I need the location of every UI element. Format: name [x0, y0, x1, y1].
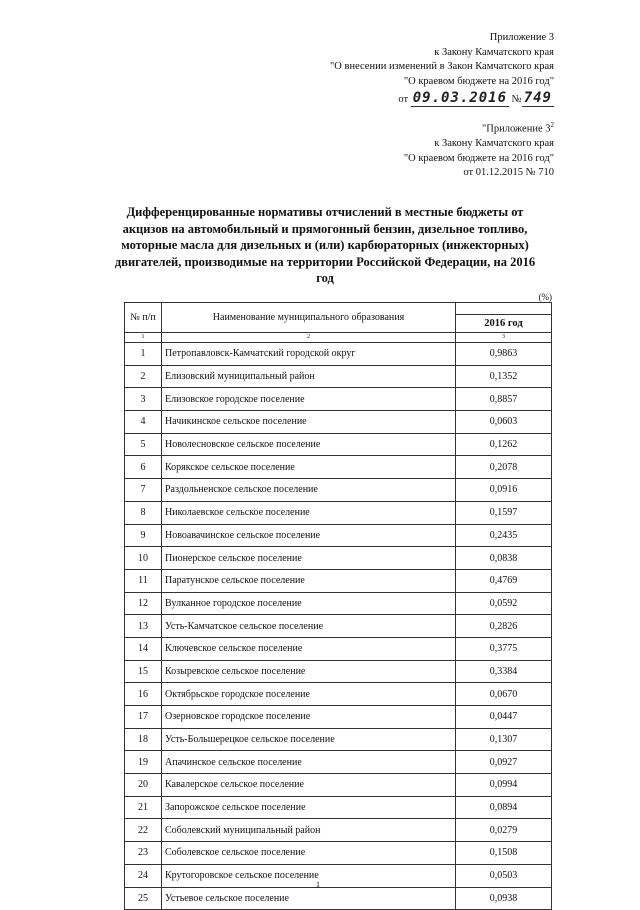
- number-prefix: №: [511, 94, 522, 105]
- orig-line-1-sup: 2: [550, 121, 554, 129]
- year-label: 2016 год: [484, 318, 523, 329]
- table-row: [125, 796, 552, 819]
- row-municipality-name: Петропавловск-Камчатский городской округ: [162, 343, 456, 366]
- row-number: 5: [125, 433, 162, 456]
- table-row: [125, 887, 552, 910]
- date-prefix: от: [398, 94, 409, 105]
- row-municipality-name: Козыревское сельское поселение: [162, 660, 456, 683]
- table-row: [125, 842, 552, 865]
- row-number: 14: [125, 637, 162, 660]
- row-value: 0,0838: [456, 547, 552, 570]
- row-municipality-name: Озерновское городское поселение: [162, 706, 456, 729]
- row-municipality-name: Усть-Камчатское сельское поселение: [162, 615, 456, 638]
- index-2: 2: [162, 333, 456, 343]
- unit-label: (%): [538, 292, 552, 302]
- row-number: 9: [125, 524, 162, 547]
- row-value: 0,2078: [456, 456, 552, 479]
- orig-line-2: к Закону Камчатского края: [434, 138, 554, 149]
- row-number: 23: [125, 842, 162, 865]
- row-value: 0,1508: [456, 842, 552, 865]
- row-number: 8: [125, 501, 162, 524]
- table-row: [125, 433, 552, 456]
- row-number: 12: [125, 592, 162, 615]
- row-value: 0,8857: [456, 388, 552, 411]
- row-municipality-name: Вулканное городское поселение: [162, 592, 456, 615]
- table-row: [125, 456, 552, 479]
- row-municipality-name: Елизовское городское поселение: [162, 388, 456, 411]
- table-row: [125, 819, 552, 842]
- row-value: 0,0938: [456, 887, 552, 910]
- row-value: 0,9863: [456, 343, 552, 366]
- row-municipality-name: Начикинское сельское поселение: [162, 411, 456, 434]
- annex-line-4: "О краевом бюджете на 2016 год": [403, 75, 554, 87]
- row-number: 16: [125, 683, 162, 706]
- row-municipality-name: Крутогоровское сельское поселение: [162, 864, 456, 887]
- row-municipality-name: Соболевское сельское поселение: [162, 842, 456, 865]
- page-number: 1: [316, 880, 320, 889]
- row-value: 0,1352: [456, 365, 552, 388]
- row-municipality-name: Елизовский муниципальный район: [162, 365, 456, 388]
- table-row: [125, 751, 552, 774]
- annex-line-2: к Закону Камчатского края: [434, 46, 554, 58]
- handwritten-date: 09.03.2016: [412, 90, 508, 106]
- row-number: 13: [125, 615, 162, 638]
- index-1: 1: [125, 333, 162, 343]
- row-municipality-name: Новолесновское сельское поселение: [162, 433, 456, 456]
- row-number: 25: [125, 887, 162, 910]
- table-row: [125, 343, 552, 366]
- row-number: 15: [125, 660, 162, 683]
- row-municipality-name: Запорожское сельское поселение: [162, 796, 456, 819]
- row-number: 17: [125, 706, 162, 729]
- annex-date-line: [330, 91, 554, 108]
- row-value: 0,0894: [456, 796, 552, 819]
- orig-line-3: "О краевом бюджете на 2016 год": [403, 152, 554, 164]
- row-municipality-name: Кавалерское сельское поселение: [162, 774, 456, 797]
- row-value: 0,4769: [456, 569, 552, 592]
- table-row: [125, 569, 552, 592]
- table-row: [125, 660, 552, 683]
- index-3: 3: [456, 333, 552, 343]
- row-value: 0,2435: [456, 524, 552, 547]
- table-row: [125, 524, 552, 547]
- handwritten-number: 749: [523, 90, 552, 106]
- table-row: [125, 547, 552, 570]
- orig-line-1: [404, 118, 554, 137]
- table-row: [125, 615, 552, 638]
- row-municipality-name: Новоавачинское сельское поселение: [162, 524, 456, 547]
- row-value: 0,1262: [456, 433, 552, 456]
- row-municipality-name: Октябрьское городское поселение: [162, 683, 456, 706]
- orig-line-1-text: "Приложение 3: [481, 123, 551, 135]
- row-municipality-name: Пионерское сельское поселение: [162, 547, 456, 570]
- col-header-name: Наименование муниципального образования: [162, 303, 456, 333]
- col-header-number: № п/п: [125, 303, 162, 333]
- row-number: 7: [125, 479, 162, 502]
- table-row: [125, 728, 552, 751]
- row-number: 22: [125, 819, 162, 842]
- row-value: 0,0927: [456, 751, 552, 774]
- annex-line-3: "О внесении изменений в Закон Камчатского края: [330, 61, 554, 72]
- original-annex-header: [404, 118, 554, 181]
- annex-header: [330, 31, 554, 108]
- header-divider: [456, 314, 551, 315]
- row-value: 0,0447: [456, 706, 552, 729]
- orig-line-4: от 01.12.2015 № 710: [463, 167, 554, 178]
- row-number: 1: [125, 343, 162, 366]
- row-number: 20: [125, 774, 162, 797]
- row-municipality-name: Ключевское сельское поселение: [162, 637, 456, 660]
- row-value: 0,0279: [456, 819, 552, 842]
- table-row: [125, 365, 552, 388]
- table-body: [125, 343, 552, 910]
- table-row: [125, 501, 552, 524]
- norms-table: [124, 302, 552, 910]
- row-number: 6: [125, 456, 162, 479]
- row-value: 0,1307: [456, 728, 552, 751]
- row-number: 3: [125, 388, 162, 411]
- row-value: 0,0916: [456, 479, 552, 502]
- row-municipality-name: Соболевский муниципальный район: [162, 819, 456, 842]
- row-municipality-name: Раздольненское сельское поселение: [162, 479, 456, 502]
- row-municipality-name: Апачинское сельское поселение: [162, 751, 456, 774]
- table-header-row: [125, 303, 552, 333]
- row-number: 11: [125, 569, 162, 592]
- row-municipality-name: Усть-Большерецкое сельское поселение: [162, 728, 456, 751]
- annex-line-1: Приложение 3: [489, 32, 554, 43]
- row-number: 18: [125, 728, 162, 751]
- row-value: 0,0603: [456, 411, 552, 434]
- row-number: 21: [125, 796, 162, 819]
- row-number: 10: [125, 547, 162, 570]
- row-municipality-name: Корякское сельское поселение: [162, 456, 456, 479]
- table-row: [125, 706, 552, 729]
- table-row: [125, 774, 552, 797]
- table-row: [125, 864, 552, 887]
- row-value: 0,3775: [456, 637, 552, 660]
- table-row: [125, 388, 552, 411]
- row-number: 2: [125, 365, 162, 388]
- row-municipality-name: Николаевское сельское поселение: [162, 501, 456, 524]
- table-row: [125, 411, 552, 434]
- table-index-row: [125, 333, 552, 343]
- table-row: [125, 479, 552, 502]
- row-value: 0,3384: [456, 660, 552, 683]
- row-value: 0,1597: [456, 501, 552, 524]
- row-number: 24: [125, 864, 162, 887]
- row-value: 0,0994: [456, 774, 552, 797]
- table-row: [125, 683, 552, 706]
- document-title: Дифференцированные нормативы отчислений в местные бюджеты от акцизов на автомобильный и прямогонный бензин, дизельное топливо, моторные масла для дизельных и (или) карбюраторных (инжекторных) двигателей, производимые на территории Российской Федерации, на 2016 год: [114, 205, 536, 285]
- row-number: 19: [125, 751, 162, 774]
- row-municipality-name: Устьевое сельское поселение: [162, 887, 456, 910]
- col-header-year: [456, 303, 552, 333]
- row-number: 4: [125, 411, 162, 434]
- row-value: 0,0503: [456, 864, 552, 887]
- row-value: 0,0670: [456, 683, 552, 706]
- row-value: 0,0592: [456, 592, 552, 615]
- table-row: [125, 592, 552, 615]
- row-value: 0,2826: [456, 615, 552, 638]
- table-row: [125, 637, 552, 660]
- row-municipality-name: Паратунское сельское поселение: [162, 569, 456, 592]
